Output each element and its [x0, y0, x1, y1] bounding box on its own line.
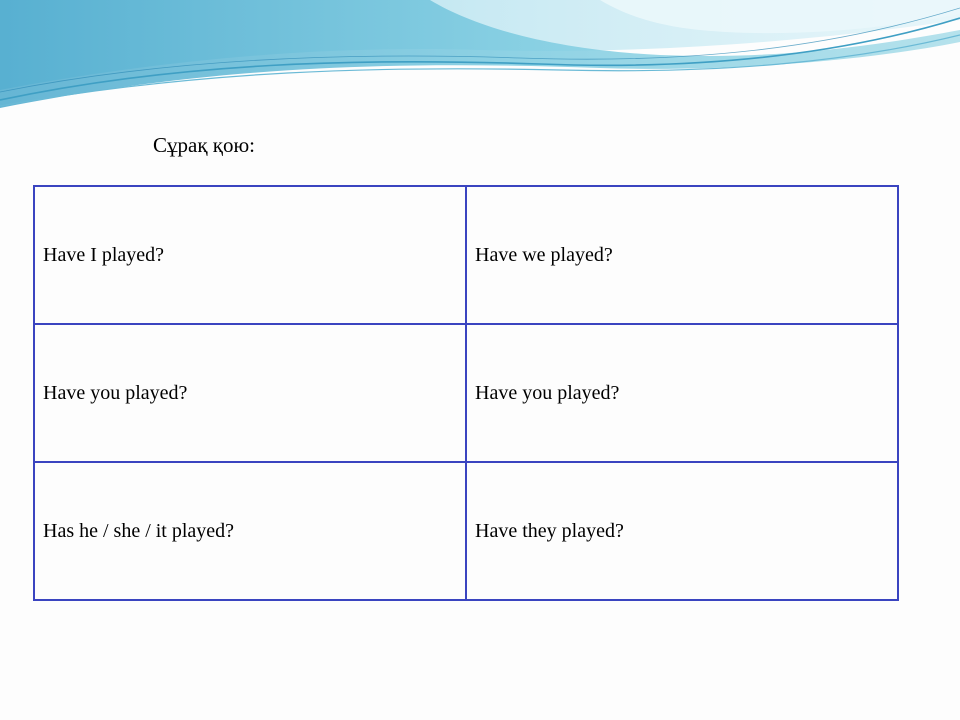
table-cell: Have you played?	[34, 324, 466, 462]
table-row	[34, 324, 898, 462]
table-cell: Have I played?	[34, 186, 466, 324]
table-row	[34, 462, 898, 600]
table-cell: Have you played?	[466, 324, 898, 462]
slide-title: Сұрақ қою:	[153, 133, 256, 157]
table-row	[34, 186, 898, 324]
table-cell: Has he / she / it played?	[34, 462, 466, 600]
wave-header-decoration	[0, 0, 960, 120]
conjugation-table	[33, 185, 899, 601]
table-cell: Have we played?	[466, 186, 898, 324]
table-cell: Have they played?	[466, 462, 898, 600]
